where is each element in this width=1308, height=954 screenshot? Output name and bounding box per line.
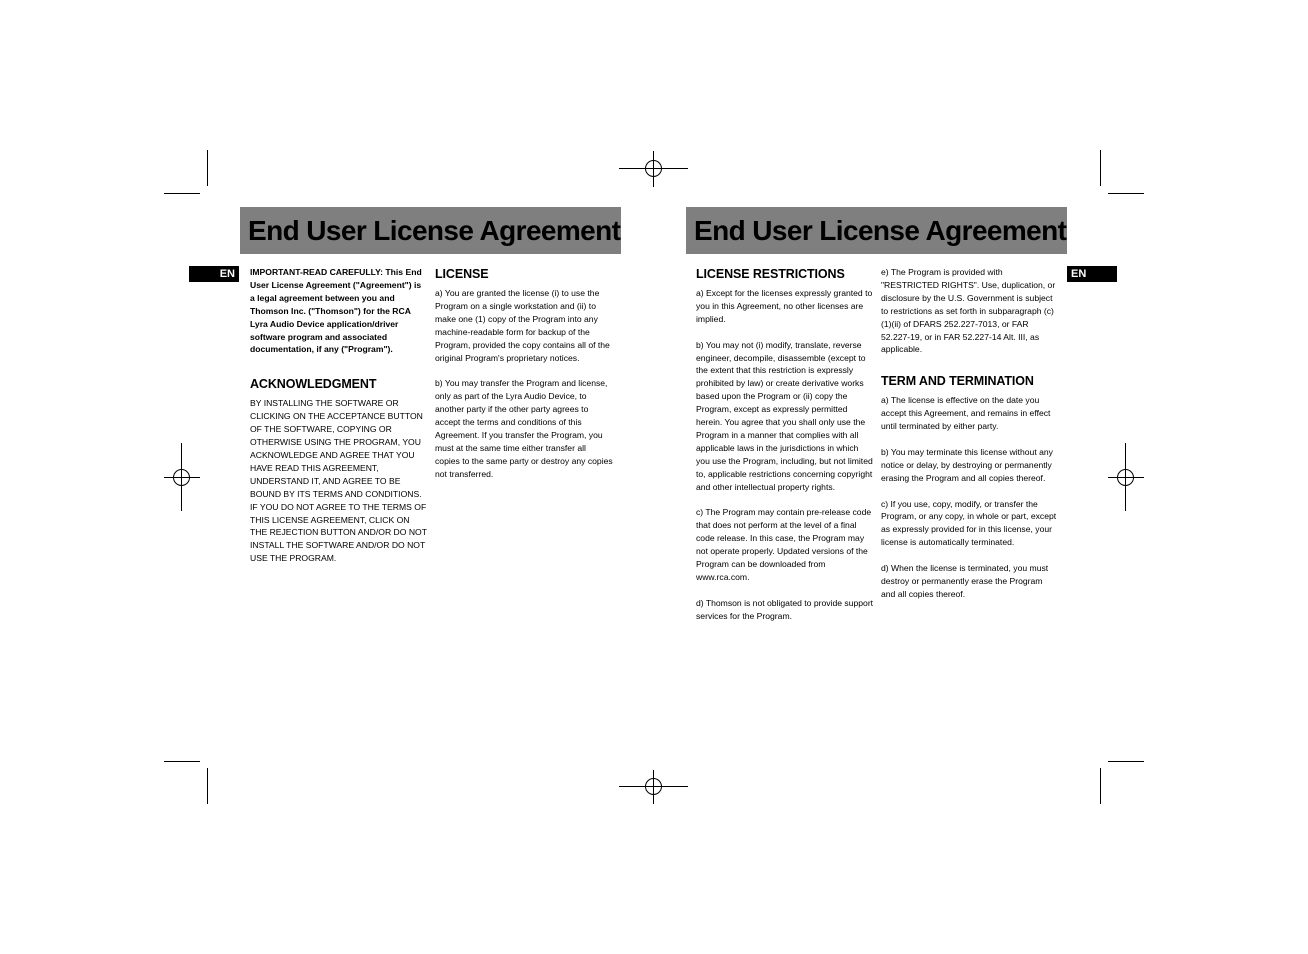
page-title: End User License Agreement [694, 214, 1067, 246]
title-bar [686, 207, 1067, 254]
acknowledgment-heading: ACKNOWLEDGMENT [250, 377, 377, 392]
restrictions-paragraph: a) Except for the licenses expressly granted to you in this Agreement, no other licenses are implied. [696, 288, 873, 324]
title-bar [240, 207, 621, 254]
right-page [654, 0, 1308, 954]
termination-paragraph: b) You may terminate this license without any notice or delay, by destroying or permanently erasing the Program and all copies thereof. [881, 446, 1053, 483]
restrictions-paragraph: d) Thomson is not obligated to provide support services for the Program. [696, 597, 874, 621]
column-intro [250, 266, 428, 578]
column-termination [881, 266, 1059, 614]
license-paragraph: a) You are granted the license (i) to use the Program on a single workstation and (ii) to make one (1) copy of the Program into any machine-readable form for backup of the Program, provided the copy contains all of the original Program's proprietary notices. [435, 288, 610, 363]
intro-paragraph: IMPORTANT-READ CAREFULLY: This End User License Agreement ("Agreement") is a legal agreement between you and Thomson Inc. ("Thomson") for the RCA Lyra Audio Device application/driver software program and associated documentation, if any ("Program"). [250, 267, 422, 355]
column-restrictions [696, 266, 874, 635]
license-heading: LICENSE [435, 267, 489, 281]
acknowledgment-text: BY INSTALLING THE SOFTWARE OR CLICKING ON THE ACCEPTANCE BUTTON OF THE SOFTWARE, COPYING OR OTHERWISE USING THE PROGRAM, YOU ACKNOWLEDGE AND AGREE THAT YOU HAVE READ THIS AGREEMENT, UNDERSTAND IT, AND AGREE TO BE BOUND BY ITS TERMS AND CONDITIONS. IF YOU DO NOT AGREE TO THE TERMS OF THIS LICENSE AGREEMENT, CLICK ON THE REJECTION BUTTON AND/OR DO NOT INSTALL THE SOFTWARE AND/OR DO NOT USE THE PROGRAM. [250, 398, 427, 564]
restrictions-paragraph: b) You may not (i) modify, translate, reverse engineer, decompile, disassemble (except to the extent that this restriction is expressly prohibited by law) or create derivative works based upon the Program or (ii) copy the Program, except as expressly permitted herein. You agree that you shall only use the Program in a manner that complies with all applicable laws in the jurisdictions in which you use the Program, including, but not limited to, applicable restrictions concerning copyright and other intellectual property rights. [696, 339, 873, 492]
termination-paragraph: a) The license is effective on the date you accept this Agreement, and remains in effect until terminated by either party. [881, 395, 1051, 432]
column-license [435, 266, 613, 493]
restricted-rights-paragraph: e) The Program is provided with "RESTRICTED RIGHTS". Use, duplication, or disclosure by the U.S. Government is subject to restrictions as set forth in subparagraph (c)(1)(ii) of DFARS 252.227-7013, or FAR 52.227-19, or in FAR 52.227-14 Alt. III, as applicable. [881, 267, 1056, 355]
restrictions-paragraph: c) The Program may contain pre-release code that does not perform at the level of a final code release. In this case, the Program may not operate properly. Updated versions of the Program can be downloaded from www.rca.com. [696, 507, 872, 582]
license-paragraph: b) You may transfer the Program and license, only as part of the Lyra Audio Device, to another party if the other party agrees to accept the terms and conditions of this Agreement. If you transfer the Program, you must at the same time either transfer all copies to the same party or destroy any copies not transferred. [435, 378, 613, 479]
language-tab: EN [189, 266, 239, 282]
termination-paragraph: c) If you use, copy, modify, or transfer the Program, or any copy, in whole or part, except as expressly provided for in this license, your license is automatically terminated. [881, 498, 1057, 548]
page-title: End User License Agreement [248, 214, 621, 246]
termination-paragraph: d) When the license is terminated, you must destroy or permanently erase the Program and all copies thereof. [881, 563, 1049, 599]
termination-heading: TERM AND TERMINATION [881, 374, 1034, 389]
restrictions-heading: LICENSE RESTRICTIONS [696, 267, 845, 281]
language-tab: EN [1067, 266, 1117, 282]
